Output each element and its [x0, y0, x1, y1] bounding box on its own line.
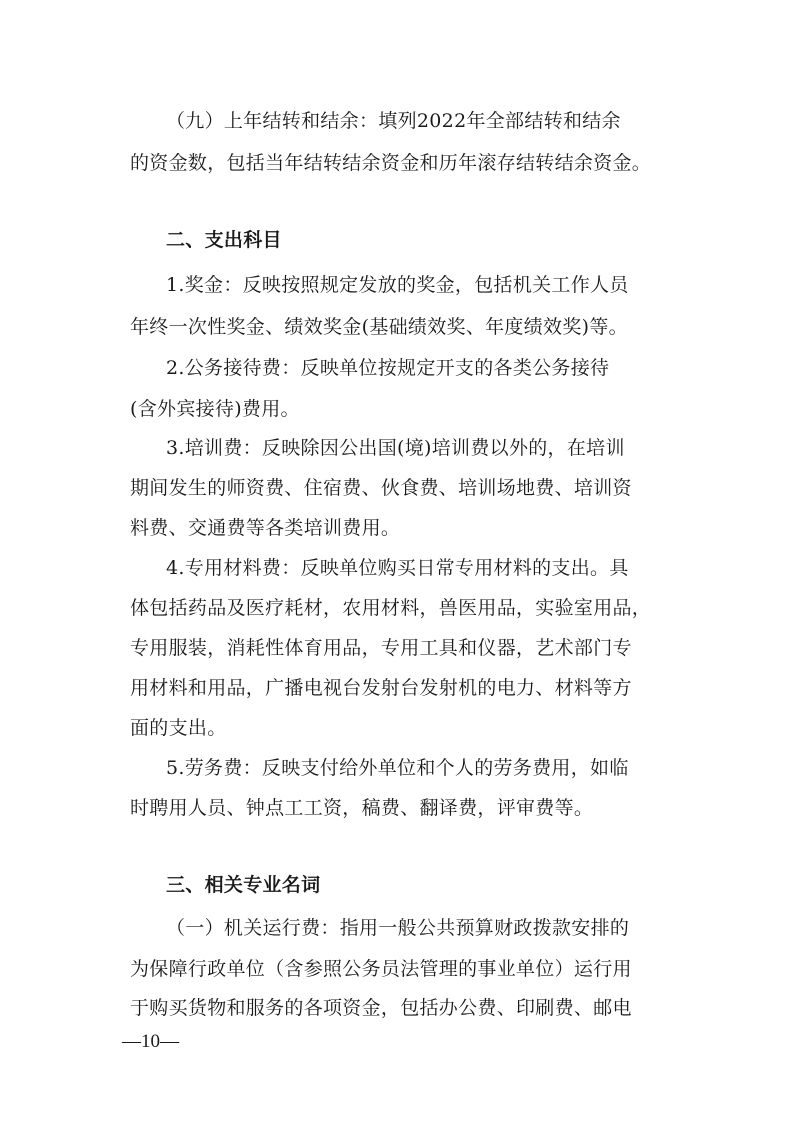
- paragraph-line: 的资金数，包括当年结转结余资金和历年滚存结转结余资金。: [130, 152, 652, 174]
- paragraph-line: 于购买货物和服务的各项资金，包括办公费、印刷费、邮电: [130, 997, 632, 1019]
- paragraph-line: 用材料和用品，广播电视台发射台发射机的电力、材料等方: [130, 677, 632, 699]
- section-heading: 三、相关专业名词: [166, 874, 321, 896]
- paragraph-line: 3.培训费：反映除因公出国(境)培训费以外的，在培训: [166, 437, 625, 459]
- paragraph-line: 2.公务接待费：反映单位按规定开支的各类公务接待: [166, 357, 610, 379]
- paragraph-line: 料费、交通费等各类培训费用。: [130, 517, 401, 539]
- paragraph-line: 体包括药品及医疗耗材，农用材料，兽医用品，实验室用品，: [130, 597, 652, 619]
- paragraph-line: （一）机关运行费：指用一般公共预算财政拨款安排的: [166, 917, 630, 939]
- paragraph-line: 专用服装，消耗性体育用品，专用工具和仪器，艺术部门专: [130, 637, 632, 659]
- paragraph-line: 面的支出。: [130, 717, 227, 739]
- paragraph-line: 为保障行政单位（含参照公务员法管理的事业单位）运行用: [130, 958, 632, 980]
- paragraph-line: 5.劳务费：反映支付给外单位和个人的劳务费用，如临: [166, 757, 629, 779]
- paragraph-line: 年终一次性奖金、绩效奖金(基础绩效奖、年度绩效奖)等。: [130, 316, 628, 338]
- paragraph-line: 4.专用材料费：反映单位购买日常专用材料的支出。具: [166, 557, 629, 579]
- page-number: —10—: [122, 1031, 179, 1052]
- paragraph-line: 期间发生的师资费、住宿费、伙食费、培训场地费、培训资: [130, 477, 632, 499]
- paragraph-line: (含外宾接待)费用。: [130, 398, 300, 420]
- paragraph-line: （九）上年结转和结余：填列2022年全部结转和结余: [166, 110, 621, 132]
- paragraph-line: 1.奖金：反映按照规定发放的奖金，包括机关工作人员: [166, 274, 629, 296]
- section-heading: 二、支出科目: [166, 229, 282, 251]
- paragraph-line: 时聘用人员、钟点工工资，稿费、翻译费，评审费等。: [130, 797, 594, 819]
